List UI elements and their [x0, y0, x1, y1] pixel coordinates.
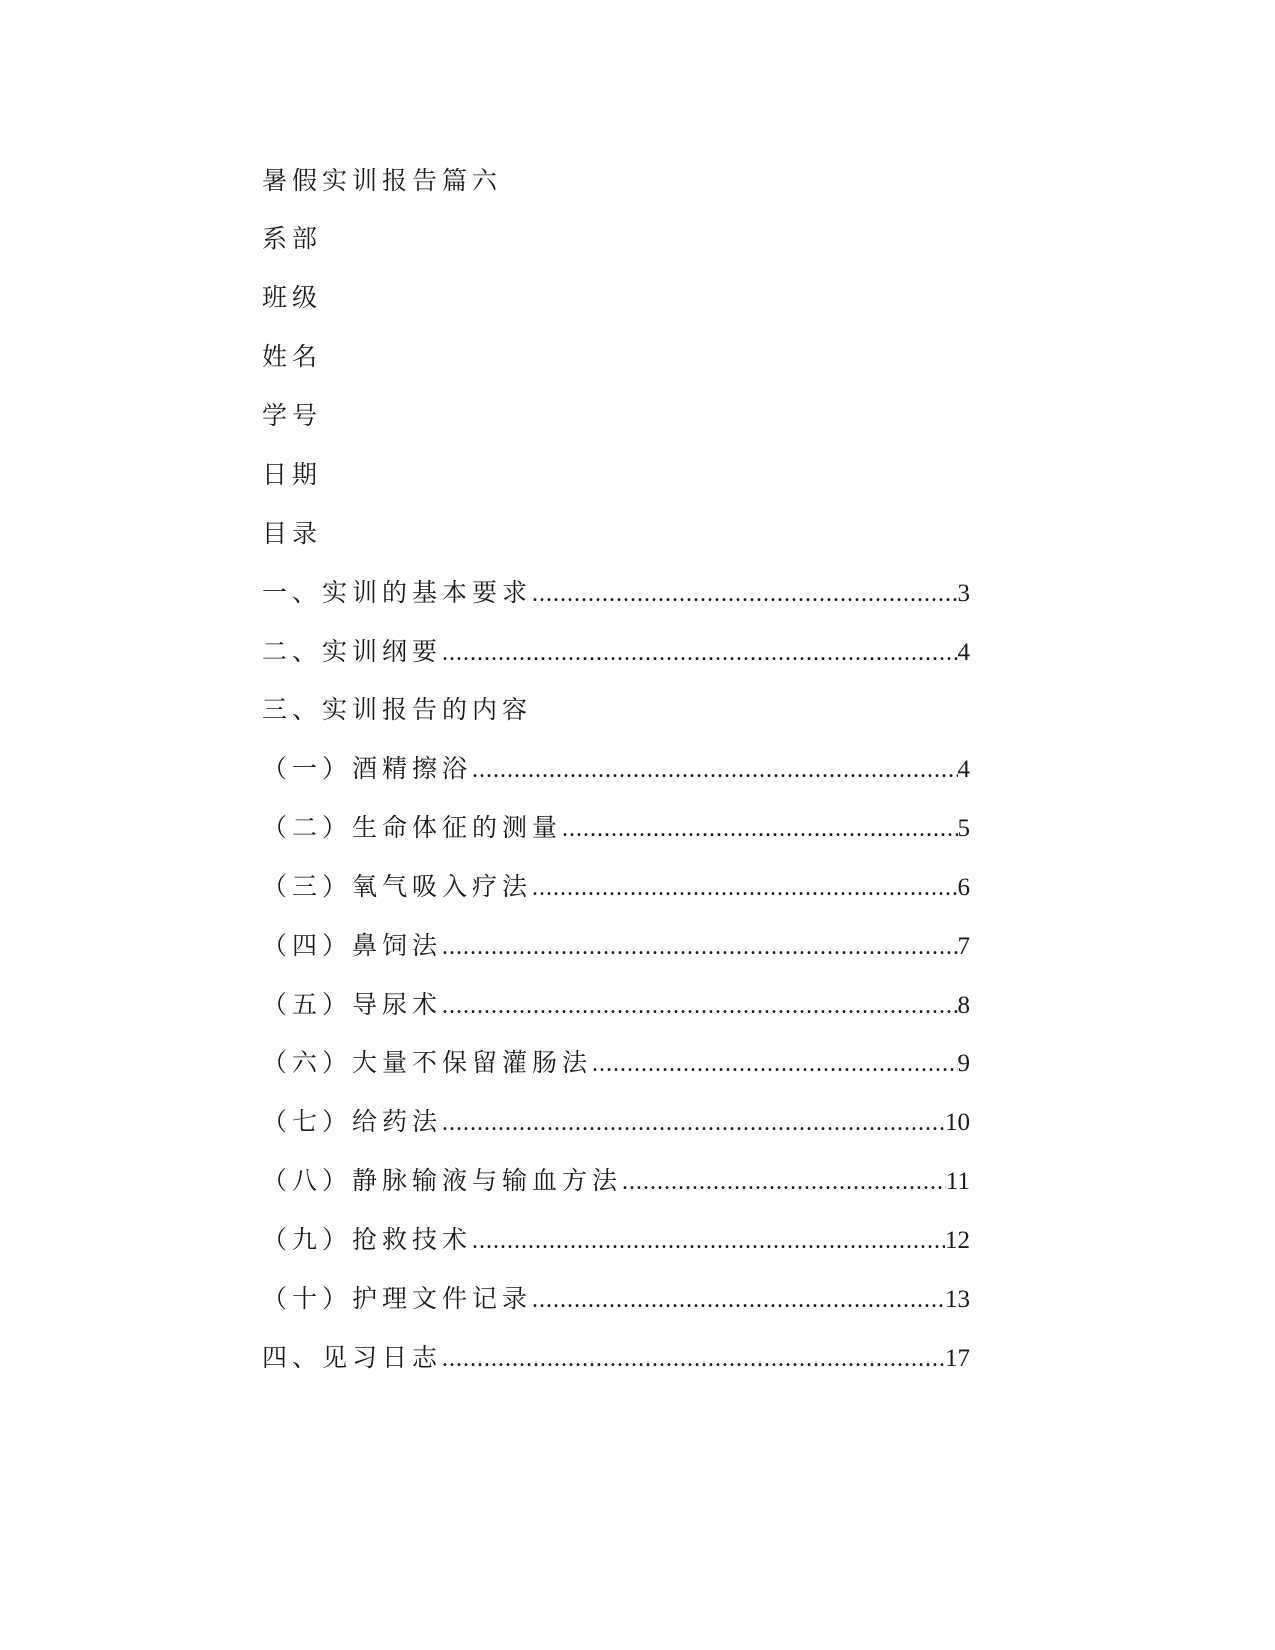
toc-entry-page: 6: [957, 874, 970, 901]
toc-leader-dots: [442, 986, 957, 1026]
toc-entry-page: 4: [957, 756, 970, 783]
toc-entry-title: （一）酒精擦浴: [262, 754, 473, 783]
toc-entry-title: 二、实训纲要: [262, 637, 443, 666]
toc-entry-page: 4: [957, 639, 970, 666]
toc-leader-dots: [532, 1280, 945, 1320]
toc-entry-title: （三）氧气吸入疗法: [262, 872, 533, 901]
toc-entry-title: （二）生命体征的测量: [262, 813, 563, 842]
toc-leader-dots: [532, 574, 957, 614]
field-date: 日期: [262, 460, 323, 489]
toc-entry-title: （九）抢救技术: [262, 1225, 473, 1254]
toc-leader-dots: [622, 1162, 946, 1202]
toc-entry: [262, 573, 970, 613]
toc-leader-dots: [442, 1339, 945, 1379]
field-name: 姓名: [262, 342, 323, 371]
toc-leader-dots: [442, 1103, 945, 1143]
toc-entry-title: 四、见习日志: [262, 1343, 443, 1372]
toc-entry-title: （七）给药法: [262, 1107, 443, 1136]
toc-entry-title: （五）导尿术: [262, 990, 443, 1019]
toc-entry: [262, 1279, 970, 1319]
toc-leader-dots: [472, 1221, 945, 1261]
toc-entry: [262, 1220, 970, 1260]
toc-leader-dots: [592, 1044, 957, 1084]
toc-entry-title: （六）大量不保留灌肠法: [262, 1048, 593, 1077]
toc-entry-title: 三、实训报告的内容: [262, 695, 533, 724]
toc-entry-page: 8: [957, 992, 970, 1019]
toc-entry: [262, 867, 970, 907]
toc-entry-page: 10: [945, 1109, 970, 1136]
toc-entry: [262, 632, 970, 672]
toc-entry: [262, 808, 970, 848]
toc-entry-title: （四）鼻饲法: [262, 931, 443, 960]
toc-entry-page: 11: [945, 1168, 970, 1195]
toc-entry-page: 17: [945, 1345, 970, 1372]
toc-entry: [262, 1338, 970, 1378]
toc-leader-dots: [442, 927, 957, 967]
toc-heading: 目录: [262, 519, 323, 548]
toc-entry-page: 7: [957, 933, 970, 960]
toc-entry-page: 13: [945, 1286, 970, 1313]
toc-leader-dots: [562, 809, 957, 849]
toc-entry-title: （十）护理文件记录: [262, 1284, 533, 1313]
toc-entry-page: 12: [945, 1227, 970, 1254]
toc-leader-dots: [472, 750, 957, 790]
toc-entry: [262, 749, 970, 789]
toc-entry-page: 3: [957, 580, 970, 607]
toc-entry: [262, 926, 970, 966]
toc-entry-title: 一、实训的基本要求: [262, 578, 533, 607]
field-class: 班级: [262, 283, 323, 312]
toc-leader-dots: [532, 868, 957, 908]
toc-entry: [262, 1043, 970, 1083]
toc-entry-title: （八）静脉输液与输血方法: [262, 1166, 623, 1195]
field-student-id: 学号: [262, 401, 323, 430]
toc-entry-page: 5: [957, 815, 970, 842]
toc-leader-dots: [442, 633, 957, 673]
toc-entry: [262, 1102, 970, 1142]
toc-entry: [262, 1161, 970, 1201]
toc-entry-page: 9: [957, 1050, 970, 1077]
document-title: 暑假实训报告篇六: [262, 166, 503, 195]
field-department: 系部: [262, 224, 323, 253]
toc-entry: [262, 985, 970, 1025]
